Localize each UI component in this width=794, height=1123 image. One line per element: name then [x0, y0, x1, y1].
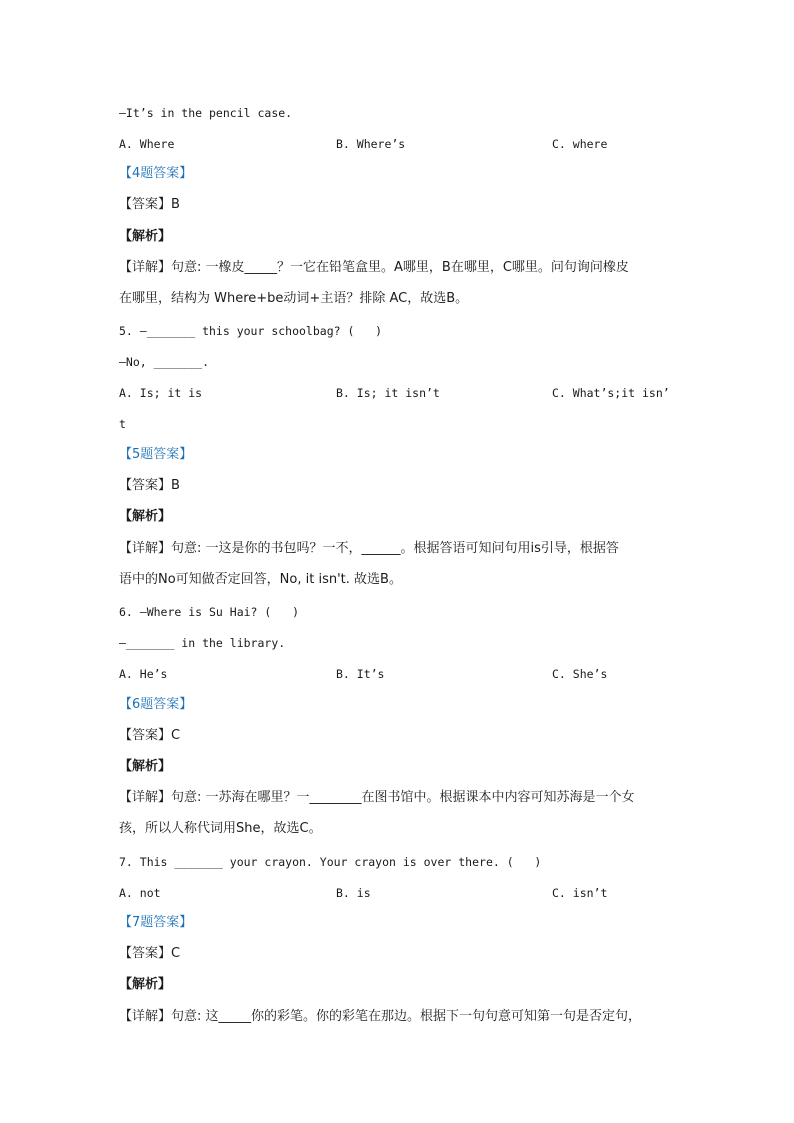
q7-section-header: 【7题答案】 [119, 915, 193, 930]
q6-question: 6. —Where is Su Hai? ( ) [119, 605, 300, 619]
q6-analysis-header: 【解析】 [119, 759, 172, 774]
q5-answer: 【答案】B [119, 478, 180, 493]
q7-question: 7. This _______ your crayon. Your crayon is over there. ( ) [119, 855, 542, 869]
q5-option-a: A. Is; it is [119, 386, 203, 400]
q4-option-b: B. Where’s [336, 137, 406, 151]
q4-detail-line-1: 【详解】句意: 一橡皮_____？一它在铅笔盒里。A哪里，B在哪里，C哪里。问句询问橡皮 [119, 260, 629, 275]
q6-response: —_______ in the library. [119, 636, 286, 650]
q5-question: 5. —_______ this your schoolbag? ( ) [119, 324, 383, 338]
q4-answer: 【答案】B [119, 197, 180, 212]
q7-option-a: A. not [119, 886, 161, 900]
q4-detail-line-2: 在哪里，结构为 Where+be动词+主语？排除 AC，故选B。 [119, 291, 469, 306]
q7-detail-line-1: 【详解】句意: 这_____你的彩笔。你的彩笔在那边。根据下一句句意可知第一句是否定句， [119, 1009, 642, 1024]
q4-answer-line: —It’s in the pencil case. [119, 106, 293, 120]
q6-detail-line-2: 孩，所以人称代词用She，故选C。 [119, 821, 322, 836]
q5-detail-line-1: 【详解】句意: 一这是你的书包吗？一不，______。根据答语可知问句用is引导，根据答 [119, 541, 619, 556]
q5-option-b: B. Is; it isn’t [336, 386, 440, 400]
q5-option-c: C. What’s;it isn’ [552, 386, 670, 400]
q7-analysis-header: 【解析】 [119, 977, 172, 992]
q4-option-a: A. Where [119, 137, 175, 151]
q4-option-c: C. where [552, 137, 608, 151]
q5-section-header: 【5题答案】 [119, 447, 193, 462]
q5-option-c-wrap: t [119, 417, 126, 431]
q6-option-a: A. He’s [119, 667, 168, 681]
q5-detail-line-2: 语中的No可知做否定回答，No, it isn't. 故选B。 [119, 572, 402, 587]
q6-option-b: B. It’s [336, 667, 385, 681]
q6-section-header: 【6题答案】 [119, 697, 193, 712]
q5-response: —No, _______. [119, 355, 210, 369]
q7-option-c: C. isn’t [552, 886, 608, 900]
q7-answer: 【答案】C [119, 946, 181, 961]
q4-analysis-header: 【解析】 [119, 229, 172, 244]
q5-analysis-header: 【解析】 [119, 509, 172, 524]
q6-option-c: C. She’s [552, 667, 608, 681]
q6-detail-line-1: 【详解】句意: 一苏海在哪里？一________在图书馆中。根据课本中内容可知苏海是一个女 [119, 790, 635, 805]
q6-answer: 【答案】C [119, 728, 181, 743]
q4-section-header: 【4题答案】 [119, 166, 193, 181]
q7-option-b: B. is [336, 886, 371, 900]
